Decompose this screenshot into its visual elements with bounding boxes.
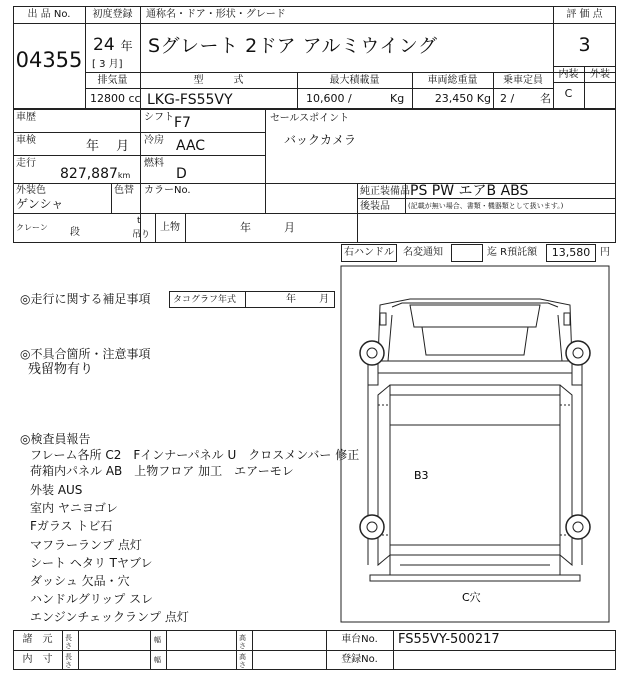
first-reg-year: 24 年 [93, 35, 133, 55]
chassis-label: 車台No. [341, 634, 378, 645]
interior-grade-label: 内装 [558, 69, 579, 80]
inspector-heading: ◎検査員報告 [20, 432, 91, 446]
color-code-label: カラーNo. [144, 185, 191, 196]
body-date: 年 月 [240, 221, 295, 234]
inspection-label: 車検 [16, 135, 36, 146]
ext-color-label: 外装色 [16, 185, 46, 196]
truck-condition-diagram [340, 265, 610, 623]
displacement-label: 排気量 [97, 75, 128, 86]
grade-value: 3 [578, 34, 591, 56]
chassis-number: FS55VY-500217 [398, 632, 500, 647]
displacement-value: 12800 cc [90, 92, 141, 105]
defect-line: 残留物有り [28, 362, 94, 377]
inspector-line: シート ヘタリ Tヤブレ [30, 556, 153, 570]
aircon-label: 冷房 [144, 135, 164, 146]
sales-points-label: セールスポイント [270, 113, 350, 124]
capacity-label: 乗車定員 [503, 75, 543, 86]
damage-label-b3: B3 [414, 469, 429, 482]
std-equipment-value: PS PW エアB ABS [410, 183, 529, 199]
inspector-line: 室内 ヤニヨゴレ [30, 501, 118, 515]
damage-label-c: C穴 [462, 591, 481, 604]
inspector-line: 外装 AUS [30, 483, 83, 497]
color-change-label: 色替 [114, 185, 134, 196]
inspector-line: ダッシュ 欠品・穴 [30, 574, 130, 588]
inspector-line: フレーム各所 C2 Fインナーパネル U クロスメンバー 修正 [30, 448, 360, 462]
shift-value: F7 [174, 115, 191, 131]
shift-label: シフト [144, 112, 174, 123]
interior-grade-value: C [564, 87, 573, 100]
max-load-label: 最大積載量 [329, 75, 380, 86]
defects-heading: ◎不具合箇所・注意事項 [20, 347, 151, 361]
deposit-label: 迄 R預託額 [487, 247, 538, 258]
crane-lift: 吊り [132, 230, 151, 240]
name-change-box [451, 244, 483, 262]
inspector-line: Fガラス トビ石 [30, 519, 113, 533]
max-load-value: 10,600 / [306, 92, 352, 105]
footer-specs-label: 諸 元 [22, 634, 53, 645]
tachograph-value: 年 月 [286, 294, 330, 305]
driving-notes-heading: ◎走行に関する補足事項 [20, 292, 151, 306]
mileage-value: 827,887km [60, 166, 131, 182]
inspector-line: マフラーランプ 点灯 [30, 538, 142, 552]
sales-points-value: バックカメラ [284, 133, 357, 147]
crane-label: クレーン [16, 223, 48, 232]
first-reg-label: 初度登録 [92, 9, 133, 20]
footer-width-label: 幅 [154, 636, 161, 644]
aircon-value: AAC [176, 138, 206, 154]
capacity-unit: 名 [540, 92, 551, 105]
footer-height-label: 高さ [239, 653, 246, 669]
history-label: 車歴 [16, 112, 36, 123]
model-code: LKG-FS55VY [147, 92, 233, 108]
aftermarket-note: (記載が無い場合、書類・機器類として扱います。) [408, 202, 564, 210]
deposit-value: 13,580 [551, 246, 591, 259]
max-load-unit: Kg [390, 92, 405, 105]
deposit-unit: 円 [600, 247, 610, 258]
grade-label: 評 価 点 [566, 9, 603, 20]
registration-label: 登録No. [341, 654, 378, 665]
capacity-value: 2 / [500, 92, 515, 105]
model-name: Sグレート 2ドア アルミウイング [148, 35, 438, 57]
fuel-label: 燃料 [144, 158, 164, 169]
tachograph-label: タコグラフ年式 [173, 295, 237, 305]
footer-height-label: 高さ [239, 634, 246, 650]
footer-interior-label: 内 寸 [22, 654, 53, 665]
inspector-line: ハンドルグリップ スレ [30, 592, 154, 606]
crane-stages: 段 [70, 227, 80, 238]
mileage-label: 走行 [16, 158, 36, 169]
exterior-grade-label: 外装 [590, 69, 610, 80]
ext-color-value: ゲンシャ [16, 197, 64, 211]
gross-weight-label: 車両総重量 [427, 75, 478, 86]
gross-weight-value: 23,450 Kg [434, 92, 491, 105]
body-label: 上物 [160, 222, 180, 233]
model-label: 型 式 [193, 75, 244, 86]
inspector-line: エンジンチェックランプ 点灯 [30, 610, 189, 624]
inspection-value: 年 月 [86, 139, 130, 154]
crane-t: t [137, 216, 141, 226]
name-change-label: 名変通知 [403, 247, 443, 258]
aftermarket-label: 後装品 [360, 201, 390, 212]
footer-length-label: 長さ [65, 634, 72, 650]
std-equipment-label: 純正装備品 [360, 186, 410, 197]
lot-label: 出 品 No. [27, 9, 71, 20]
rhd-label: 右ハンドル [344, 247, 394, 258]
first-reg-month: [ 3 月] [92, 59, 123, 70]
name-label: 通称名・ドア・形状・グレード [146, 9, 286, 20]
inspector-line: 荷箱内パネル AB 上物フロア 加工 エアーモレ [30, 464, 294, 478]
lot-number: 04355 [15, 48, 83, 72]
footer-width-label: 幅 [154, 656, 161, 664]
footer-length-label: 長さ [65, 653, 72, 669]
fuel-value: D [176, 166, 187, 182]
